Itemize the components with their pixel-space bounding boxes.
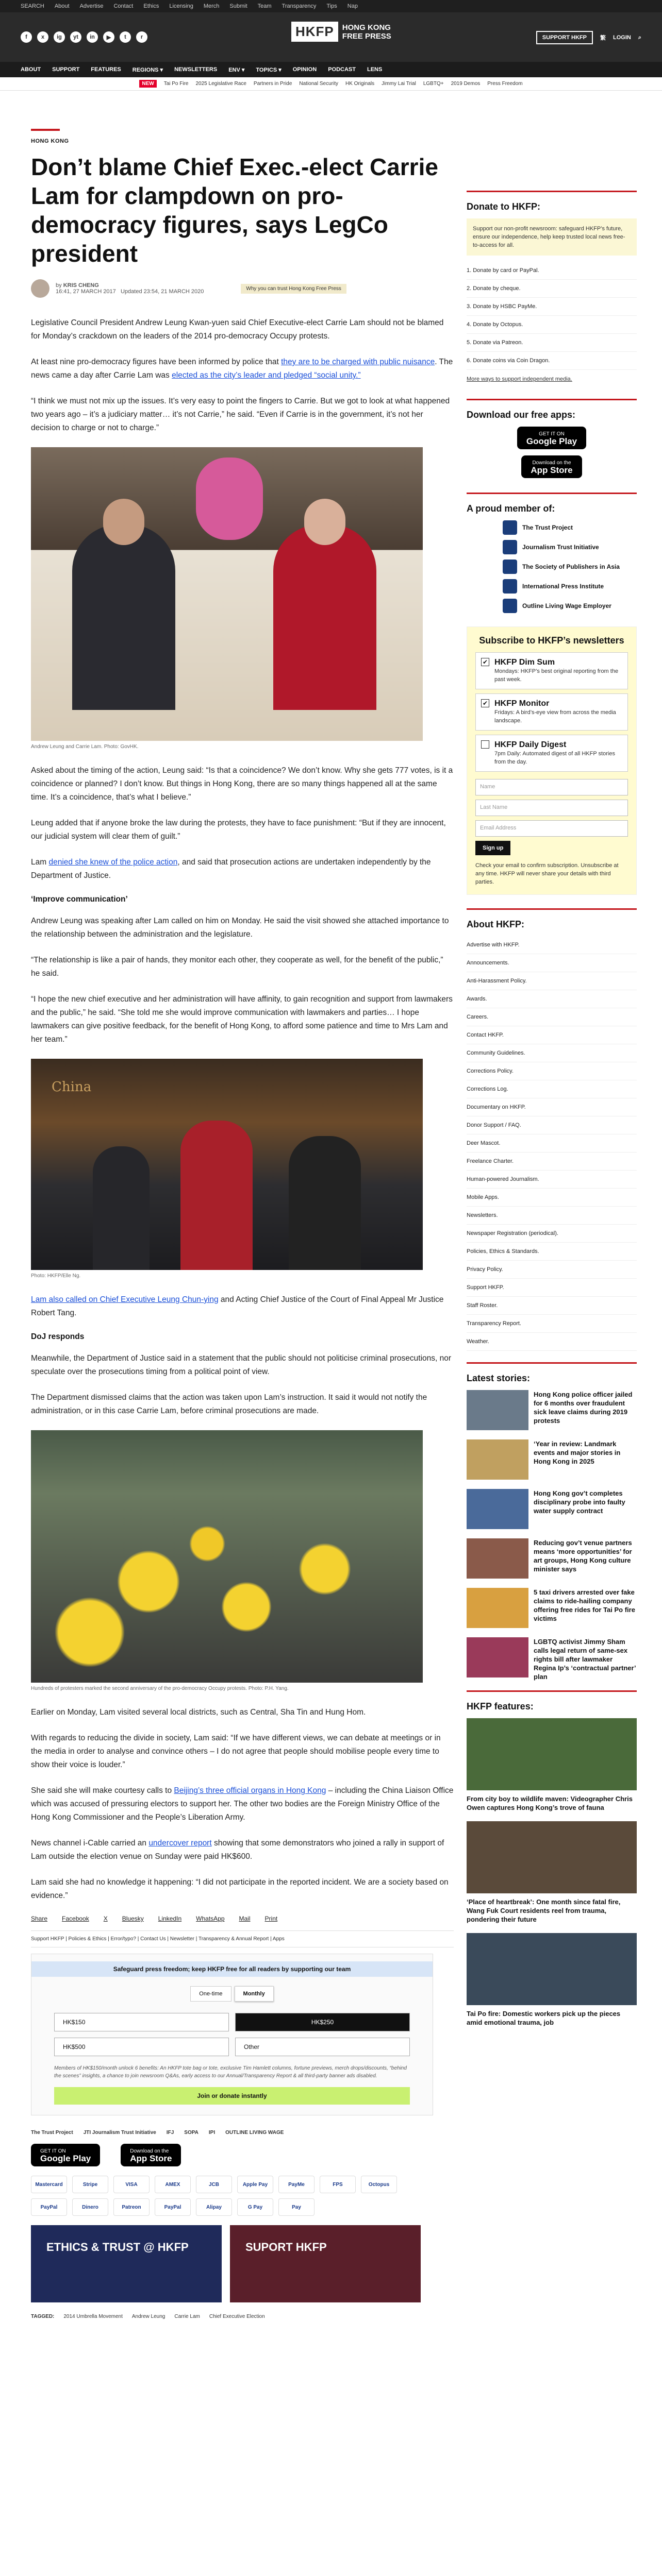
payment-logo: PayMe <box>278 2176 315 2193</box>
story-title[interactable]: Hong Kong gov’t completes disciplinary probe into faulty water supply contract <box>534 1489 625 1515</box>
donate-intro[interactable]: Support our non-profit newsroom: safeguard HKFP’s future, ensure our independence, help keep trusted local news free-to-access for all. <box>467 218 637 256</box>
trending-link[interactable]: 2025 Legislative Race <box>195 81 246 87</box>
paragraph: News channel i-Cable carried an undercover report showing that some demonstrators who joined a rally in support of Lam outside the election venue on Sunday were paid HK$600. <box>31 1839 444 1861</box>
share-link[interactable]: WhatsApp <box>196 1915 225 1922</box>
sidebar-heading: HKFP features: <box>467 1701 534 1711</box>
checkbox[interactable] <box>481 740 489 749</box>
topbar-link[interactable]: SEARCH <box>21 3 44 9</box>
search-icon[interactable]: ⌕ <box>638 34 641 41</box>
app-download-row <box>31 2144 454 2166</box>
trending-link[interactable]: Tai Po Fire <box>163 81 189 87</box>
member-logos <box>467 520 637 613</box>
about-link[interactable]: Corrections Log. <box>467 1080 637 1098</box>
newsletter-name: HKFP Monitor <box>494 699 550 708</box>
share-bar <box>31 1915 454 1922</box>
article-body <box>31 316 454 1903</box>
category-accent <box>31 129 60 131</box>
member-badge: SOPA <box>184 2130 198 2136</box>
paragraph: Earlier on Monday, Lam visited several local districts, such as Central, Sha Tin and Hung Hom. <box>31 1708 366 1717</box>
social-links <box>21 31 147 43</box>
about-links <box>467 936 637 1351</box>
nav-item[interactable]: FEATURES <box>91 66 121 73</box>
share-link[interactable]: Mail <box>239 1915 251 1922</box>
newsletter-name: HKFP Daily Digest <box>494 740 567 749</box>
member-badge: IPI <box>208 2130 216 2136</box>
story-item[interactable] <box>467 1439 637 1480</box>
newsletter-option-text <box>494 699 622 725</box>
paragraph: Meanwhile, the Department of Justice said in a statement that the public should not politicise criminal prosecutions, nor speculate over the prosecutions timing from a political point of view. <box>31 1354 452 1376</box>
top-utility-bar <box>0 0 662 12</box>
newsletter-desc: Mondays: HKFP’s best original reporting from the past week. <box>494 668 619 683</box>
paragraph: Asked about the timing of the action, Leung said: “Is that a coincidence? We don’t know. Why she gets 777 votes, is it a coincidence or planned? I don’t know. But things in Hong Kong, there are so many things happened all at the same time. It’s a coincidence, that’s what I believe.” <box>31 766 453 802</box>
payment-logo: Patreon <box>113 2198 150 2216</box>
payment-logo: AMEX <box>155 2176 191 2193</box>
apps-box <box>467 399 637 478</box>
trending-bar <box>0 77 662 91</box>
trending-link[interactable]: Press Freedom <box>487 81 523 87</box>
story-thumbnail <box>467 1489 528 1529</box>
about-link[interactable]: Donor Support / FAQ. <box>467 1116 637 1134</box>
share-link[interactable]: X <box>103 1915 108 1922</box>
member-name: The Society of Publishers in Asia <box>522 563 620 570</box>
newsletter-desc: Fridays: A bird’s-eye view from across the media landscape. <box>494 709 616 724</box>
feature-title[interactable]: From city boy to wildlife maven: Videographer Chris Owen captures Hong Kong’s trove of fauna <box>467 1795 633 1811</box>
newsletter-option-text <box>494 740 622 766</box>
checkbox[interactable]: ✔ <box>481 699 489 707</box>
features-list <box>467 1718 637 2027</box>
newsletter-option[interactable] <box>475 652 628 689</box>
about-link[interactable]: Community Guidelines. <box>467 1044 637 1062</box>
subheading: DoJ responds <box>31 1332 85 1341</box>
member-box <box>467 493 637 613</box>
paragraph: The Department dismissed claims that the action was taken upon Lam’s instruction. It said it would not notify the administration, or in this case Carrie Lam, before criminal prosecutions are made. <box>31 1393 427 1415</box>
article-footer-links[interactable]: Support HKFP | Policies & Ethics | Error/typo? | Contact Us | Newsletter | Transparency & Annual Report | Apps <box>31 1930 454 1947</box>
article-title: Don’t blame Chief Exec.-elect Carrie Lam for clampdown on pro-democracy figures, says LegCo president <box>31 154 438 267</box>
social-icon[interactable]: f <box>21 31 32 43</box>
newsletter-form <box>475 779 628 837</box>
join-donate-button[interactable]: Join or donate instantly <box>54 2087 410 2105</box>
about-link[interactable]: Newspaper Registration (periodical). <box>467 1225 637 1243</box>
article-photo-3 <box>31 1430 423 1683</box>
member-logo[interactable] <box>503 520 637 535</box>
story-thumbnail <box>467 1390 528 1430</box>
nav-item[interactable]: REGIONS ▾ <box>132 66 163 73</box>
amount-option[interactable]: HK$150 <box>54 2013 229 2031</box>
story-item[interactable] <box>467 1390 637 1430</box>
nav-item[interactable]: ABOUT <box>21 66 41 73</box>
topbar-link[interactable]: Team <box>257 3 272 9</box>
about-link[interactable]: Contact HKFP. <box>467 1026 637 1044</box>
paragraph: Lam also called on Chief Executive Leung Chun-ying and Acting Chief Justice of the Court of Final Appeal Mr Justice Robert Tang. <box>31 1295 444 1317</box>
sidebar <box>467 191 637 2036</box>
story-title[interactable]: ‘Year in review: Landmark events and major stories in Hong Kong in 2025 <box>534 1440 621 1465</box>
checkbox[interactable]: ✔ <box>481 658 489 666</box>
language-switch[interactable]: 繁 <box>600 35 606 41</box>
latest-list <box>467 1390 637 1681</box>
social-icon[interactable]: yt <box>70 31 81 43</box>
about-link[interactable]: Mobile Apps. <box>467 1189 637 1207</box>
login-link[interactable]: LOGIN <box>613 35 631 41</box>
newsletter-signup <box>467 626 637 895</box>
newsletter-name: HKFP Dim Sum <box>494 658 555 667</box>
social-icon[interactable]: ▶ <box>103 31 114 43</box>
payment-logo: JCB <box>196 2176 232 2193</box>
trending-link[interactable]: HK Originals <box>345 81 375 87</box>
sidebar-heading: Latest stories: <box>467 1373 531 1383</box>
tag-link[interactable]: Chief Executive Election <box>209 2314 265 2319</box>
donate-method[interactable]: 4. Donate by Octopus. <box>467 316 637 334</box>
paragraph: At least nine pro-democracy figures have been informed by police that they are to be charged with public nuisance. The news came a day after Carrie Lam was elected as the city’s leader and pledged “social unity.” <box>31 358 453 380</box>
about-link[interactable]: Deer Mascot. <box>467 1134 637 1153</box>
paragraph: She said she will make courtesy calls to Beijing’s three official organs in Hong Kong – including the China Liaison Office which was accused of pressuring electors to support her. The other two bodies are the Foreign Ministry Office of the Hong Kong Commissioner and the People’s Liberation Army. <box>31 1786 454 1822</box>
about-link[interactable]: Policies, Ethics & Standards. <box>467 1243 637 1261</box>
about-link[interactable]: Privacy Policy. <box>467 1261 637 1279</box>
about-link[interactable]: Staff Roster. <box>467 1297 637 1315</box>
inline-link[interactable]: Lam also called on Chief Executive Leung Chun-ying <box>31 1295 219 1304</box>
payment-logo: Alipay <box>196 2198 232 2216</box>
newsletter-option[interactable] <box>475 693 628 731</box>
member-logo-icon <box>503 520 517 535</box>
topbar-link[interactable]: About <box>54 3 70 9</box>
donate-method[interactable]: 1. Donate by card or PayPal. <box>467 262 637 280</box>
feature-image <box>467 1933 637 2005</box>
text-input[interactable]: Name <box>475 779 628 795</box>
paragraph: “I think we must not mix up the issues. It’s very easy to point the fingers to Carrie. But we got to look at what happened two years ago – it’s a judiciary matter… it’s not Carrie,” he said. “Even if Carrie is in the government, it’s not her decision to charge or not to charge.” <box>31 397 450 432</box>
photo-caption: Andrew Leung and Carrie Lam. Photo: GovHK. <box>31 744 139 750</box>
about-link[interactable]: Weather. <box>467 1333 637 1351</box>
about-link[interactable]: Announcements. <box>467 954 637 972</box>
topbar-link[interactable]: Merch <box>203 3 220 9</box>
inline-link[interactable]: undercover report <box>148 1839 212 1848</box>
amount-option[interactable]: HK$500 <box>54 2038 229 2056</box>
social-icon[interactable]: ig <box>54 31 65 43</box>
about-link[interactable]: Support HKFP. <box>467 1279 637 1297</box>
story-item[interactable] <box>467 1637 637 1681</box>
member-logo-icon <box>503 560 517 574</box>
tag-link[interactable]: Carrie Lam <box>174 2314 200 2319</box>
nav-item[interactable]: NEWSLETTERS <box>174 66 218 73</box>
tag-link[interactable]: 2014 Umbrella Movement <box>63 2314 123 2319</box>
payment-logo: Stripe <box>72 2176 108 2193</box>
inline-link[interactable]: denied she knew of the police action <box>48 858 178 867</box>
trending-link[interactable]: LGBTQ+ <box>423 81 444 87</box>
paragraph: Lam said she had no knowledge it happening: “I did not participate in the reported incident. We are a society based on evidence.” <box>31 1878 449 1900</box>
member-logo[interactable] <box>503 560 637 574</box>
feature-item[interactable] <box>467 1933 637 2027</box>
google-play-button[interactable]: GET IT ON Google Play <box>517 427 586 449</box>
sidebar-heading: Donate to HKFP: <box>467 201 540 212</box>
nav-item[interactable]: ENV ▾ <box>228 66 245 73</box>
author-name[interactable]: KRIS CHENG <box>63 282 99 289</box>
newsletter-option[interactable] <box>475 735 628 772</box>
story-thumbnail <box>467 1439 528 1480</box>
topbar-link[interactable]: Submit <box>229 3 247 9</box>
paragraph: Lam denied she knew of the police action, and said that prosecution actions are undertaken independently by the Department of Justice. <box>31 858 431 880</box>
payment-logo: Octopus <box>361 2176 397 2193</box>
topbar-link[interactable]: Ethics <box>143 3 159 9</box>
sidebar-heading: A proud member of: <box>467 503 555 514</box>
photo-caption: Photo: HKFP/Elle Ng. <box>31 1273 81 1279</box>
payment-logo: Mastercard <box>31 2176 67 2193</box>
payment-logo: FPS <box>320 2176 356 2193</box>
newsletter-option-text <box>494 658 622 684</box>
social-icon[interactable]: x <box>37 31 48 43</box>
donate-method[interactable]: 3. Donate by HSBC PayMe. <box>467 298 637 316</box>
article-tags <box>31 2314 454 2319</box>
tag-link[interactable]: Andrew Leung <box>131 2314 166 2319</box>
ethics-banner[interactable]: ETHICS & TRUST @ HKFP <box>31 2225 222 2302</box>
article-category[interactable]: HONG KONG <box>31 138 69 144</box>
share-link[interactable]: Print <box>264 1915 278 1922</box>
main-navigation <box>0 62 662 77</box>
member-logo[interactable] <box>503 599 637 613</box>
newsletter-heading: Subscribe to HKFP’s newsletters <box>479 635 624 646</box>
feature-image <box>467 1821 637 1893</box>
topbar-link[interactable]: Tips <box>326 3 337 9</box>
nav-item[interactable]: SUPPORT <box>52 66 80 73</box>
nav-item[interactable]: PODCAST <box>328 66 356 73</box>
membership-benefits: Members of HK$150/month unlock 6 benefits: An HKFP tote bag or tote, exclusive Tim Hamlett columns, fortune previews, merch drops/discounts, “behind the scenes” insights, a chance to join newsroom Q&As, early access to our Annual/Transparency Report & all third-party banner ads disabled. <box>54 2065 407 2079</box>
share-link[interactable]: Facebook <box>62 1915 89 1922</box>
author-avatar <box>31 279 49 298</box>
nav-item[interactable]: TOPICS ▾ <box>256 66 282 73</box>
tab-one-time[interactable]: One-time <box>190 1986 231 2002</box>
about-link[interactable]: Awards. <box>467 990 637 1008</box>
publish-date: 16:41, 27 MARCH 2017 <box>56 289 116 295</box>
trending-link[interactable]: 2019 Demos <box>451 81 481 87</box>
social-icon[interactable]: r <box>136 31 147 43</box>
member-logo[interactable] <box>503 540 637 554</box>
topbar-link[interactable]: Advertise <box>79 3 104 9</box>
promo-banners <box>31 2225 454 2302</box>
logo-text: HONG KONG FREE PRESS <box>342 23 391 41</box>
amount-option-selected[interactable]: HK$250 <box>235 2013 410 2031</box>
features-box <box>467 1690 637 2027</box>
member-logo-icon <box>503 599 517 613</box>
feature-item[interactable] <box>467 1718 637 1812</box>
donate-method[interactable]: 6. Donate coins via Coin Dragon. <box>467 352 637 370</box>
member-badge: The Trust Project <box>31 2130 73 2136</box>
about-link[interactable]: Freelance Charter. <box>467 1153 637 1171</box>
nav-item[interactable]: OPINION <box>292 66 317 73</box>
logo-mark: HKFP <box>291 22 338 42</box>
photo-caption: Hundreds of protesters marked the second anniversary of the pro-democracy Occupy protests. Photo: P.H. Yang. <box>31 1686 289 1691</box>
app-store-button[interactable]: Download on the App Store <box>121 2144 181 2166</box>
text-input[interactable]: Email Address <box>475 820 628 837</box>
member-name: International Press Institute <box>522 583 604 590</box>
google-play-button[interactable]: GET IT ON Google Play <box>31 2144 100 2166</box>
header-actions <box>536 31 641 44</box>
support-banner[interactable]: SUPORT HKFP <box>230 2225 421 2302</box>
paragraph: With regards to reducing the divide in society, Lam said: “If we have different views, we can debate at meetings or in the media in order to analyse and convince others – I do not agree that people should mobilise people every time to show their voice is louder.” <box>31 1734 441 1769</box>
app-store-button[interactable]: Download on the App Store <box>521 455 582 478</box>
trending-link[interactable]: National Security <box>299 81 338 87</box>
topbar-link[interactable]: Nap <box>347 3 358 9</box>
author-meta: by KRIS CHENG 16:41, 27 MARCH 2017 Updated 23:54, 21 MARCH 2020 <box>56 282 204 295</box>
social-icon[interactable]: in <box>87 31 98 43</box>
payment-methods <box>31 2176 454 2216</box>
story-thumbnail <box>467 1637 528 1677</box>
subheading: ‘Improve communication’ <box>31 895 128 904</box>
topbar-link[interactable]: Licensing <box>169 3 193 9</box>
newsletter-options <box>475 652 628 772</box>
feature-item[interactable] <box>467 1821 637 1924</box>
trending-link[interactable]: Jimmy Lai Trial <box>382 81 416 87</box>
paragraph: “I hope the new chief executive and her administration will have affinity, to gain recognition and support from lawmakers and the public,” he said. “She told me she would improve communication with lawmakers and parties… I hope lawmakers can give positive feedback, for the benefit of Hong Kong, to afford some patience and time to Mrs Lam and her team.” <box>31 995 453 1044</box>
story-item[interactable] <box>467 1489 637 1529</box>
more-ways-link[interactable]: More ways to support independent media. <box>467 376 572 382</box>
donation-frequency-tabs <box>31 1986 433 2002</box>
article <box>31 129 454 2319</box>
member-badge: OUTLINE LIVING WAGE <box>225 2130 284 2136</box>
article-photo-2: China <box>31 1059 423 1270</box>
inline-link[interactable]: elected as the city’s leader and pledged “social unity.” <box>172 371 361 380</box>
latest-stories <box>467 1362 637 1681</box>
tags-label: TAGGED: <box>31 2314 55 2319</box>
amount-other[interactable]: Other <box>235 2038 410 2056</box>
newsletter-desc: 7pm Daily: Automated digest of all HKFP stories from the day. <box>494 751 615 765</box>
feature-title[interactable]: Tai Po fire: Domestic workers pick up the pieces amid emotional trauma, job <box>467 2010 621 2026</box>
topbar-link[interactable]: Contact <box>113 3 134 9</box>
payment-logo: Dinero <box>72 2198 108 2216</box>
payment-logo: G Pay <box>237 2198 273 2216</box>
paragraph: Andrew Leung was speaking after Lam called on him on Monday. He said the visit showed she attached importance to the relationship between the administration and the legislature. <box>31 917 449 939</box>
donate-methods <box>467 262 637 370</box>
donation-widget <box>31 1954 433 2115</box>
story-title[interactable]: 5 taxi drivers arrested over fake claims to ride-hailing company offering free rides for Tai Po fire victims <box>534 1588 635 1622</box>
about-link[interactable]: Transparency Report. <box>467 1315 637 1333</box>
story-thumbnail <box>467 1588 528 1628</box>
new-badge: NEW <box>139 80 156 88</box>
support-hkfp-button[interactable]: SUPPORT HKFP <box>536 31 593 44</box>
donate-method[interactable]: 5. Donate via Patreon. <box>467 334 637 352</box>
donation-heading: Safeguard press freedom; keep HKFP free for all readers by supporting our team <box>31 1961 433 1977</box>
member-name: The Trust Project <box>522 524 573 531</box>
payment-logo: PayPal <box>155 2198 191 2216</box>
donate-box <box>467 191 637 383</box>
byline <box>31 279 454 298</box>
member-name: Journalism Trust Initiative <box>522 544 599 551</box>
donate-method[interactable]: 2. Donate by cheque. <box>467 280 637 298</box>
updated-date: Updated 23:54, 21 MARCH 2020 <box>120 289 204 295</box>
article-photo-1 <box>31 447 423 741</box>
about-link[interactable]: Anti-Harassment Policy. <box>467 972 637 990</box>
about-link[interactable]: Advertise with HKFP. <box>467 936 637 954</box>
about-box <box>467 908 637 1351</box>
donation-amounts <box>31 2013 433 2056</box>
paragraph: “The relationship is like a pair of hands, they monitor each other, they cooperate as well, for the benefit of the public,” he said. <box>31 956 443 978</box>
nav-item[interactable]: LENS <box>367 66 383 73</box>
social-icon[interactable]: t <box>120 31 131 43</box>
payment-logo: Pay <box>278 2198 315 2216</box>
feature-title[interactable]: ‘Place of heartbreak’: One month since fatal fire, Wang Fuk Court residents reel from trauma, pondering their future <box>467 1898 621 1923</box>
tab-monthly[interactable]: Monthly <box>235 1986 274 2002</box>
paragraph: Leung added that if anyone broke the law during the protests, they have to face punishment: “But if they are innocent, our judicial system will clear them of guilt.” <box>31 819 446 841</box>
sidebar-heading: Download our free apps: <box>467 410 576 420</box>
about-link[interactable]: Careers. <box>467 1008 637 1026</box>
member-name: Outline Living Wage Employer <box>522 602 611 609</box>
story-item[interactable] <box>467 1538 637 1579</box>
member-badge: JTI Journalism Trust Initiative <box>83 2130 156 2136</box>
membership-badges <box>31 2130 454 2136</box>
about-link[interactable]: Human-powered Journalism. <box>467 1171 637 1189</box>
share-link[interactable]: LinkedIn <box>158 1915 182 1922</box>
site-header <box>0 12 662 62</box>
about-link[interactable]: Newsletters. <box>467 1207 637 1225</box>
member-logo-icon <box>503 540 517 554</box>
about-link[interactable]: Documentary on HKFP. <box>467 1098 637 1116</box>
member-logo-icon <box>503 579 517 594</box>
trending-link[interactable]: Partners in Pride <box>253 81 292 87</box>
story-item[interactable] <box>467 1588 637 1628</box>
sidebar-heading: About HKFP: <box>467 919 524 929</box>
story-title[interactable]: LGBTQ activist Jimmy Sham calls legal return of same-sex rights bill after lawmaker Regina Ip’s ‘contractual partner’ plan <box>534 1638 636 1681</box>
member-badge: IFJ <box>166 2130 174 2136</box>
sign-up-button[interactable]: Sign up <box>475 841 510 855</box>
payment-logo: Apple Pay <box>237 2176 273 2193</box>
share-link[interactable]: Bluesky <box>122 1915 144 1922</box>
feature-image <box>467 1718 637 1790</box>
site-logo[interactable] <box>291 22 391 42</box>
about-link[interactable]: Corrections Policy. <box>467 1062 637 1080</box>
story-title[interactable]: Reducing gov’t venue partners means ‘more opportunities’ for art groups, Hong Kong culture minister says <box>534 1539 632 1573</box>
story-title[interactable]: Hong Kong police officer jailed for 6 months over fraudulent sick leave claims during 2019 protests <box>534 1391 633 1425</box>
member-logo[interactable] <box>503 579 637 594</box>
share-link[interactable]: Share <box>31 1915 48 1922</box>
paragraph: Legislative Council President Andrew Leung Kwan-yuen said Chief Executive-elect Carrie Lam should not be blamed for Monday’s crackdown on the leaders of the 2014 pro-democracy Occupy protests. <box>31 318 444 341</box>
trust-link[interactable]: Why you can trust Hong Kong Free Press <box>241 284 346 294</box>
inline-link[interactable]: they are to be charged with public nuisance <box>281 358 435 366</box>
inline-link[interactable]: Beijing’s three official organs in Hong Kong <box>174 1786 326 1795</box>
story-thumbnail <box>467 1538 528 1579</box>
newsletter-note: Check your email to confirm subscription. Unsubscribe at any time. HKFP will never share your details with third parties. <box>475 862 619 885</box>
topbar-link[interactable]: Transparency <box>282 3 317 9</box>
text-input[interactable]: Last Name <box>475 800 628 816</box>
payment-logo: PayPal <box>31 2198 67 2216</box>
payment-logo: VISA <box>113 2176 150 2193</box>
